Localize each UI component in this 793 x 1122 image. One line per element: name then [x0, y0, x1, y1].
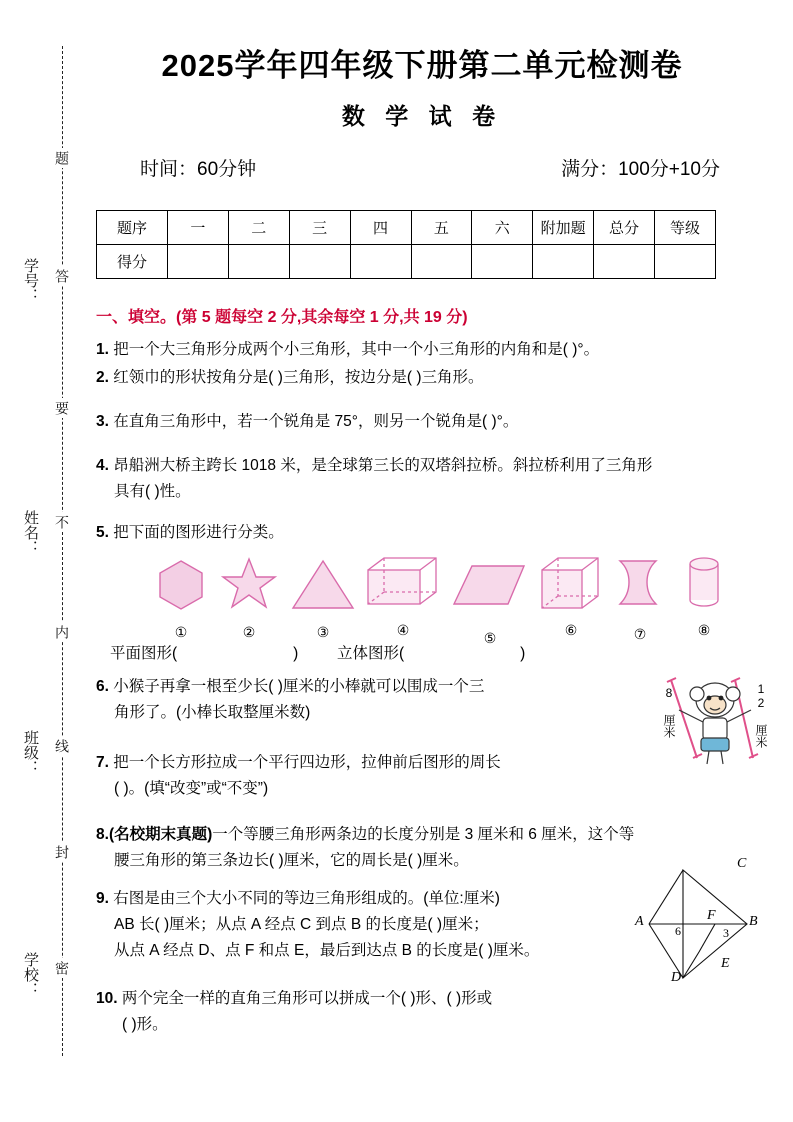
- trapezoid-icon: [450, 562, 530, 608]
- exam-duration: 时间：60分钟: [140, 159, 257, 180]
- plane-shapes-paren: ): [293, 645, 299, 662]
- shape-item-1: [150, 556, 212, 640]
- diagram-number-6: 6: [675, 924, 681, 938]
- score-cell-0[interactable]: [168, 245, 229, 279]
- question-4-number: 4.: [96, 457, 109, 474]
- score-cell-8[interactable]: [655, 245, 716, 279]
- score-cell-1[interactable]: [228, 245, 289, 279]
- section-1-heading: 一、填空。(第 5 题每空 2 分,其余每空 1 分,共 19 分): [96, 309, 468, 326]
- shape-label-8: ⑧: [697, 622, 711, 638]
- question-8-tag: (名校期末真题): [108, 826, 213, 843]
- seal-field-school: 学校：: [22, 952, 39, 997]
- seal-column: [0, 0, 92, 1122]
- diagram-label-B: B: [749, 914, 758, 929]
- shape-label-5: ⑤: [483, 630, 497, 646]
- score-col-3: 四: [350, 211, 411, 245]
- score-cell-6[interactable]: [533, 245, 594, 279]
- solid-shapes-paren: ): [520, 645, 526, 662]
- question-4: [96, 453, 726, 505]
- cylinder-icon: [678, 554, 730, 610]
- diagram-label-E: E: [721, 956, 730, 971]
- seal-word-5: 线: [52, 736, 72, 756]
- question-3-number: 3.: [96, 413, 109, 430]
- shape-gallery: [150, 552, 711, 646]
- triangle-icon: [290, 556, 356, 612]
- question-5-number: 5.: [96, 524, 109, 541]
- shape-item-7: [612, 558, 668, 642]
- question-10-line-1: 两个完全一样的直角三角形可以拼成一个( )形、( )形或: [121, 990, 493, 1007]
- score-table: [96, 210, 716, 279]
- seal-word-2: 要: [52, 398, 72, 418]
- score-col-7: 总分: [594, 211, 655, 245]
- question-5: [96, 520, 726, 546]
- cube-icon: [538, 554, 604, 612]
- seal-word-3: 不: [52, 512, 72, 532]
- score-cell-3[interactable]: [350, 245, 411, 279]
- question-7-line-2: ( )。(填“改变”或“不变”): [114, 780, 269, 797]
- score-col-4: 五: [411, 211, 472, 245]
- triangle-diagram: [635, 856, 773, 990]
- question-5-text: 把下面的图形进行分类。: [113, 524, 284, 541]
- score-table-row-label-1: 得分: [97, 245, 168, 279]
- stick-right-length-label: 12 厘米: [754, 682, 768, 748]
- shape-item-2: [218, 556, 280, 640]
- shape-classify-line: [110, 641, 730, 663]
- score-table-row-label-0: 题序: [97, 211, 168, 245]
- score-cell-4[interactable]: [411, 245, 472, 279]
- seal-word-7: 密: [52, 958, 72, 978]
- diagram-label-C: C: [737, 856, 747, 871]
- question-8-line-2: 腰三角形的第三条边长( )厘米，它的周长是( )厘米。: [114, 852, 469, 869]
- exam-total-score: 满分：100分+10分: [561, 159, 720, 180]
- monkey-illustration: [657, 672, 775, 770]
- question-2: [96, 365, 726, 391]
- score-cell-2[interactable]: [289, 245, 350, 279]
- page-subtitle: 数 学 试 卷: [341, 103, 503, 129]
- hexagon-icon: [153, 556, 209, 612]
- question-7-number: 7.: [96, 754, 109, 771]
- plane-shapes-label: 平面图形(: [110, 645, 178, 662]
- seal-word-1: 答: [52, 266, 72, 286]
- stick-left-length-label: 8 厘米: [662, 686, 676, 738]
- seal-word-0: 题: [52, 148, 72, 168]
- shape-label-3: ③: [316, 624, 330, 640]
- shape-item-6: [538, 554, 604, 638]
- shape-label-1: ①: [174, 624, 188, 640]
- score-col-1: 二: [228, 211, 289, 245]
- question-6-line-1: 小猴子再拿一根至少长( )厘米的小棒就可以围成一个三: [113, 678, 485, 695]
- question-10: [96, 986, 726, 1038]
- question-2-number: 2.: [96, 369, 109, 386]
- question-7-line-1: 把一个长方形拉成一个平行四边形，拉伸前后图形的周长: [113, 754, 501, 771]
- shape-label-4: ④: [396, 622, 410, 638]
- seal-field-student-id: 学号：: [22, 258, 39, 303]
- question-9-line-2: AB 长( )厘米；从点 A 经点 C 到点 B 的长度是( )厘米；: [114, 916, 489, 933]
- score-col-8: 等级: [655, 211, 716, 245]
- question-3: [96, 409, 726, 435]
- question-4-line-2: 具有( )性。: [114, 483, 191, 500]
- shape-item-8: [678, 554, 730, 638]
- seal-word-4: 内: [52, 622, 72, 642]
- shape-label-7: ⑦: [633, 626, 647, 642]
- question-9: [96, 886, 656, 964]
- question-4-line-1: 昂船洲大桥主跨长 1018 米，是全球第三长的双塔斜拉桥。斜拉桥利用了三角形: [113, 457, 653, 474]
- question-1-text: 把一个大三角形分成两个小三角形，其中一个小三角形的内角和是( )°。: [113, 341, 600, 358]
- solid-shapes-label: 立体图形(: [336, 645, 405, 662]
- seal-dashed-line: [62, 46, 63, 1056]
- table-row-header: [97, 211, 716, 245]
- question-6-number: 6.: [96, 678, 109, 695]
- question-7: [96, 750, 616, 802]
- shape-item-3: [290, 556, 356, 640]
- score-cell-5[interactable]: [472, 245, 533, 279]
- seal-word-6: 封: [52, 842, 72, 862]
- question-9-line-3: 从点 A 经点 D、点 F 和点 E，最后到达点 B 的长度是( )厘米。: [114, 942, 540, 959]
- question-6: [96, 674, 606, 726]
- question-9-number: 9.: [96, 890, 109, 907]
- table-row-scores: [97, 245, 716, 279]
- question-8-number: 8.: [96, 826, 109, 843]
- seal-field-name: 姓名：: [22, 510, 39, 555]
- diagram-number-3: 3: [723, 926, 729, 940]
- shape-label-6: ⑥: [564, 622, 578, 638]
- question-8: [96, 822, 726, 874]
- seal-field-class: 班级：: [22, 730, 39, 775]
- question-10-line-2: ( )形。: [122, 1016, 168, 1033]
- page-title: 2025学年四年级下册第二单元检测卷: [161, 48, 683, 83]
- shape-item-5: [450, 562, 530, 646]
- score-cell-7[interactable]: [594, 245, 655, 279]
- score-col-2: 三: [289, 211, 350, 245]
- diagram-label-D: D: [671, 970, 682, 985]
- score-col-6: 附加题: [533, 211, 594, 245]
- question-6-line-2: 角形了。(小棒长取整厘米数): [114, 704, 311, 721]
- diagram-label-F: F: [707, 908, 716, 923]
- question-2-text: 红领巾的形状按角分是( )三角形，按边分是( )三角形。: [113, 369, 484, 386]
- concave-shape-icon: [612, 558, 668, 608]
- question-3-text: 在直角三角形中，若一个锐角是 75°，则另一个锐角是( )°。: [113, 413, 519, 430]
- score-col-5: 六: [472, 211, 533, 245]
- cuboid-icon: [364, 554, 442, 612]
- shape-item-4: [364, 554, 442, 638]
- question-8-line-1: 一个等腰三角形两条边的长度分别是 3 厘米和 6 厘米，这个等: [212, 826, 635, 843]
- exam-meta: [140, 154, 720, 181]
- star-icon: [221, 556, 277, 612]
- shape-label-2: ②: [242, 624, 256, 640]
- question-9-line-1: 右图是由三个大小不同的等边三角形组成的。(单位:厘米): [113, 890, 500, 907]
- question-10-number: 10.: [96, 990, 118, 1007]
- question-1-number: 1.: [96, 341, 109, 358]
- question-1: [96, 337, 726, 363]
- diagram-label-A: A: [635, 914, 644, 929]
- score-col-0: 一: [168, 211, 229, 245]
